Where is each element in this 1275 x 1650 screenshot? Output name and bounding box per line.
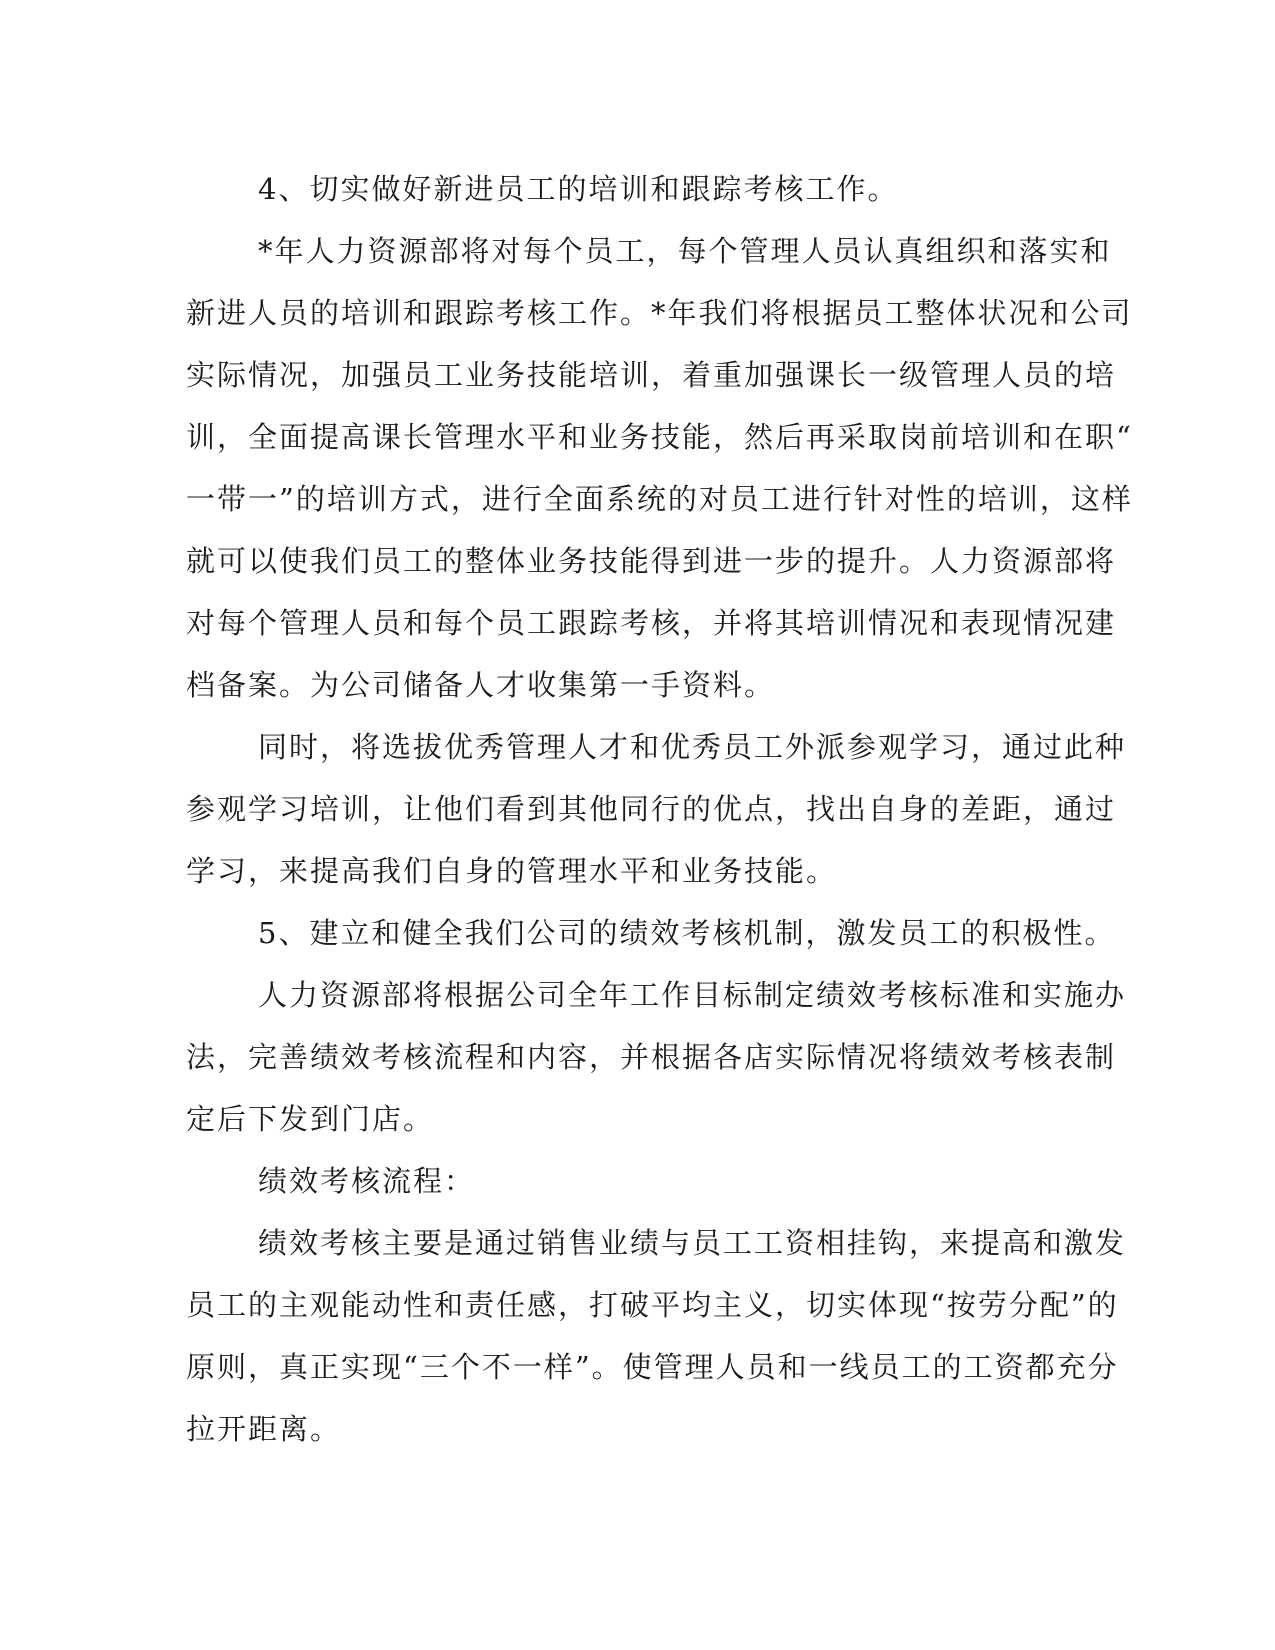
text-line: 同时，将选拔优秀管理人才和优秀员工外派参观学习，通过此种 bbox=[258, 730, 1127, 764]
text-line: 绩效考核主要是通过销售业绩与员工工资相挂钩，来提高和激发 bbox=[258, 1226, 1127, 1260]
text-line: 学习，来提高我们自身的管理水平和业务技能。 bbox=[186, 854, 838, 888]
text-line: 参观学习培训，让他们看到其他同行的优点，找出自身的差距，通过 bbox=[186, 792, 1117, 826]
text-line: 新进人员的培训和跟踪考核工作。*年我们将根据员工整体状况和公司 bbox=[186, 296, 1133, 330]
text-line: 员工的主观能动性和责任感，打破平均主义，切实体现“按劳分配”的 bbox=[186, 1288, 1119, 1322]
document-body bbox=[186, 158, 1133, 1460]
text-line: 定后下发到门店。 bbox=[186, 1102, 435, 1136]
text-line: 5、建立和健全我们公司的绩效考核机制，激发员工的积极性。 bbox=[258, 916, 1116, 950]
text-line: 档备案。为公司储备人才收集第一手资料。 bbox=[186, 668, 776, 702]
text-line: 绩效考核流程： bbox=[258, 1164, 476, 1198]
text-line: 对每个管理人员和每个员工跟踪考核，并将其培训情况和表现情况建 bbox=[186, 606, 1117, 640]
text-line: 4、切实做好新进员工的培训和跟踪考核工作。 bbox=[258, 172, 899, 206]
text-line: 拉开距离。 bbox=[186, 1412, 342, 1446]
text-line: 人力资源部将根据公司全年工作目标制定绩效考核标准和实施办 bbox=[258, 978, 1127, 1012]
text-line: 一带一”的培训方式，进行全面系统的对员工进行针对性的培训，这样 bbox=[186, 482, 1133, 516]
text-line: 训，全面提高课长管理水平和业务技能，然后再采取岗前培训和在职“ bbox=[186, 420, 1133, 454]
text-line: 就可以使我们员工的整体业务技能得到进一步的提升。人力资源部将 bbox=[186, 544, 1117, 578]
text-line: 原则，真正实现“三个不一样”。使管理人员和一线员工的工资都充分 bbox=[186, 1350, 1119, 1384]
text-line: 法，完善绩效考核流程和内容，并根据各店实际情况将绩效考核表制 bbox=[186, 1040, 1117, 1074]
text-line: *年人力资源部将对每个员工，每个管理人员认真组织和落实和 bbox=[258, 234, 1112, 268]
text-line: 实际情况，加强员工业务技能培训，着重加强课长一级管理人员的培 bbox=[186, 358, 1117, 392]
